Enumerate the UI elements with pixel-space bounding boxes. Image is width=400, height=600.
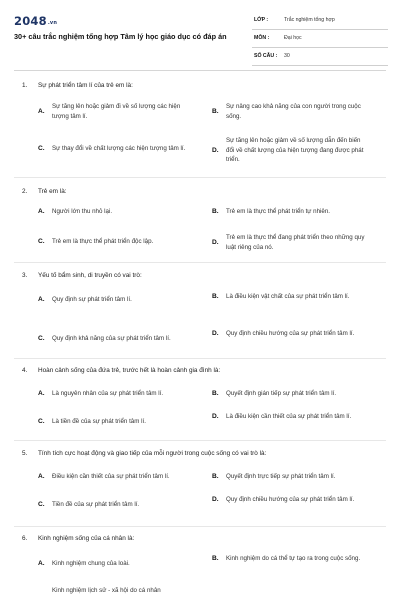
option-text: Kinh nghiệm do cá thể tự tạo ra trong cuộc sống.: [226, 555, 361, 562]
question-number: 2.: [22, 188, 28, 195]
answer-option-b[interactable]: [212, 207, 366, 217]
question-number: 5.: [22, 450, 28, 457]
option-letter: A.: [38, 390, 45, 398]
option-text: Là tiền đề của sự phát triển tâm lí.: [52, 418, 146, 425]
option-letter: D.: [212, 146, 219, 154]
option-text: Quyết định gián tiếp sự phát triển tâm lí.: [226, 390, 337, 397]
question-number: 1.: [22, 82, 28, 89]
option-text: Sự tăng lên hoặc giảm đi về số lượng các hiện tượng tâm lí.: [52, 103, 181, 120]
question-text: Sự phát triển tâm lí của trẻ em là:: [38, 82, 133, 89]
answer-option-c[interactable]: [38, 417, 192, 427]
option-text: Trẻ em là thực thể phát triển tự nhiên.: [226, 208, 331, 215]
answer-option-b[interactable]: [212, 472, 366, 482]
option-text: Sự thay đổi về chất lượng các hiện tượng tâm lí.: [52, 145, 186, 152]
option-text: Quy định chiều hướng của sự phát triển tâm lí.: [226, 330, 355, 337]
option-letter: B.: [212, 108, 219, 116]
question-text: Kinh nghiệm sống của cá nhân là:: [38, 535, 135, 542]
option-text: Người lớn thu nhỏ lại.: [52, 208, 113, 215]
option-text: Quyết định trực tiếp sự phát triển tâm lí.: [226, 473, 336, 480]
option-letter: C.: [38, 335, 45, 343]
option-letter: C.: [38, 238, 45, 246]
option-letter: D.: [212, 239, 219, 247]
question-stem: [22, 535, 134, 542]
answer-option-a[interactable]: [38, 295, 192, 305]
answer-option-c[interactable]: [52, 586, 252, 596]
question-stem: [22, 82, 133, 89]
option-letter: B.: [212, 390, 219, 398]
option-letter: C.: [38, 145, 45, 153]
answer-option-a[interactable]: [38, 559, 192, 569]
answer-option-b[interactable]: [212, 389, 366, 399]
question-divider: [14, 440, 386, 441]
question-stem: [22, 272, 142, 279]
meta-value: 30: [284, 53, 290, 59]
option-text: Sự nâng cao khả năng của con người trong cuộc sống.: [226, 103, 361, 120]
answer-option-a[interactable]: [38, 472, 192, 482]
document-meta: [252, 15, 388, 69]
option-letter: A.: [38, 108, 45, 116]
question-divider: [14, 177, 386, 178]
answer-option-c[interactable]: [38, 334, 192, 344]
meta-key: LỚP :: [254, 17, 269, 23]
option-letter: C.: [38, 418, 45, 426]
question-number: 4.: [22, 367, 28, 374]
question-stem: [22, 188, 67, 195]
logo-text: 2048: [14, 14, 47, 28]
answer-option-c[interactable]: [38, 500, 192, 510]
site-logo[interactable]: [14, 14, 57, 28]
option-letter: A.: [38, 560, 45, 568]
option-letter: C.: [38, 501, 45, 509]
answer-option-d[interactable]: [212, 329, 366, 339]
option-letter: B.: [212, 555, 219, 563]
option-text: Kinh nghiệm chung của loài.: [52, 560, 130, 567]
option-text: Quy định sự phát triển tâm lí.: [52, 296, 132, 303]
answer-option-b[interactable]: [212, 292, 366, 302]
answer-option-c[interactable]: [38, 144, 192, 154]
question-number: 3.: [22, 272, 28, 279]
option-letter: B.: [212, 293, 219, 301]
logo-tld: .vn: [47, 20, 58, 26]
answer-option-a[interactable]: [38, 207, 192, 217]
question-text: Tính tích cực hoạt động và giao tiếp của mỗi người trong cuộc sống có vai trò là:: [38, 450, 267, 457]
option-text: Là điều kiện cần thiết của sự phát triển tâm lí.: [226, 413, 352, 420]
option-letter: A.: [38, 208, 45, 216]
option-letter: D.: [212, 413, 219, 421]
option-text: Quy định khả năng của sự phát triển tâm lí.: [52, 335, 171, 342]
option-text: Quy định chiều hướng của sự phát triển tâm lí.: [226, 496, 355, 503]
answer-option-a[interactable]: [38, 389, 192, 399]
option-letter: D.: [212, 330, 219, 338]
question-text: Trẻ em là:: [38, 188, 67, 195]
option-letter: B.: [212, 208, 219, 216]
meta-row-class: [252, 15, 388, 30]
answer-option-c[interactable]: [38, 237, 192, 247]
option-text: Trẻ em là thực thể phát triển độc lập.: [52, 238, 154, 245]
meta-row-subject: [252, 33, 388, 48]
option-letter: A.: [38, 473, 45, 481]
option-letter: D.: [212, 496, 219, 504]
option-text: Kinh nghiệm lịch sử - xã hội do cá nhân: [52, 587, 161, 594]
question-number: 6.: [22, 535, 28, 542]
option-text: Điều kiện cần thiết của sự phát triển tâm lí.: [52, 473, 170, 480]
question-divider: [14, 262, 386, 263]
meta-key: SỐ CÂU :: [254, 53, 278, 59]
answer-option-d[interactable]: [212, 412, 366, 422]
question-text: Hoàn cảnh sống của đứa trẻ, trước hết là hoàn cảnh gia đình là:: [38, 367, 221, 374]
option-text: Tiền đề của sự phát triển tâm lí.: [52, 501, 140, 508]
question-divider: [14, 526, 386, 527]
option-text: Trẻ em là thực thể đang phát triển theo những quy luật riêng của nó.: [226, 234, 365, 251]
document-title: 30+ câu trắc nghiệm tổng hợp Tâm lý học giáo dục có đáp án: [14, 32, 227, 41]
answer-option-b[interactable]: [212, 102, 366, 121]
meta-row-count: [252, 51, 388, 66]
question-stem: [22, 450, 266, 457]
meta-key: MÔN :: [254, 35, 270, 41]
document-header: [0, 0, 400, 66]
option-text: Là nguyên nhân của sự phát triển tâm lí.: [52, 390, 164, 397]
answer-option-d[interactable]: [212, 233, 366, 252]
question-stem: [22, 367, 220, 374]
header-divider: [14, 70, 386, 71]
answer-option-d[interactable]: [212, 495, 366, 505]
option-text: Sự tăng lên hoặc giảm về số lượng dẫn đến biến đổi về chất lượng của hiện tượng đang được phát triển.: [226, 137, 364, 164]
meta-value: Đại học: [284, 35, 302, 41]
option-letter: B.: [212, 473, 219, 481]
answer-option-d[interactable]: [212, 136, 366, 165]
option-text: Là điều kiện vật chất của sự phát triển tâm lí.: [226, 293, 350, 300]
option-letter: A.: [38, 296, 45, 304]
question-divider: [14, 358, 386, 359]
question-text: Yếu tố bẩm sinh, di truyền có vai trò:: [38, 272, 142, 279]
answer-option-b[interactable]: [212, 554, 366, 564]
answer-option-a[interactable]: [38, 102, 192, 121]
meta-value: Trắc nghiệm tổng hợp: [284, 17, 335, 23]
